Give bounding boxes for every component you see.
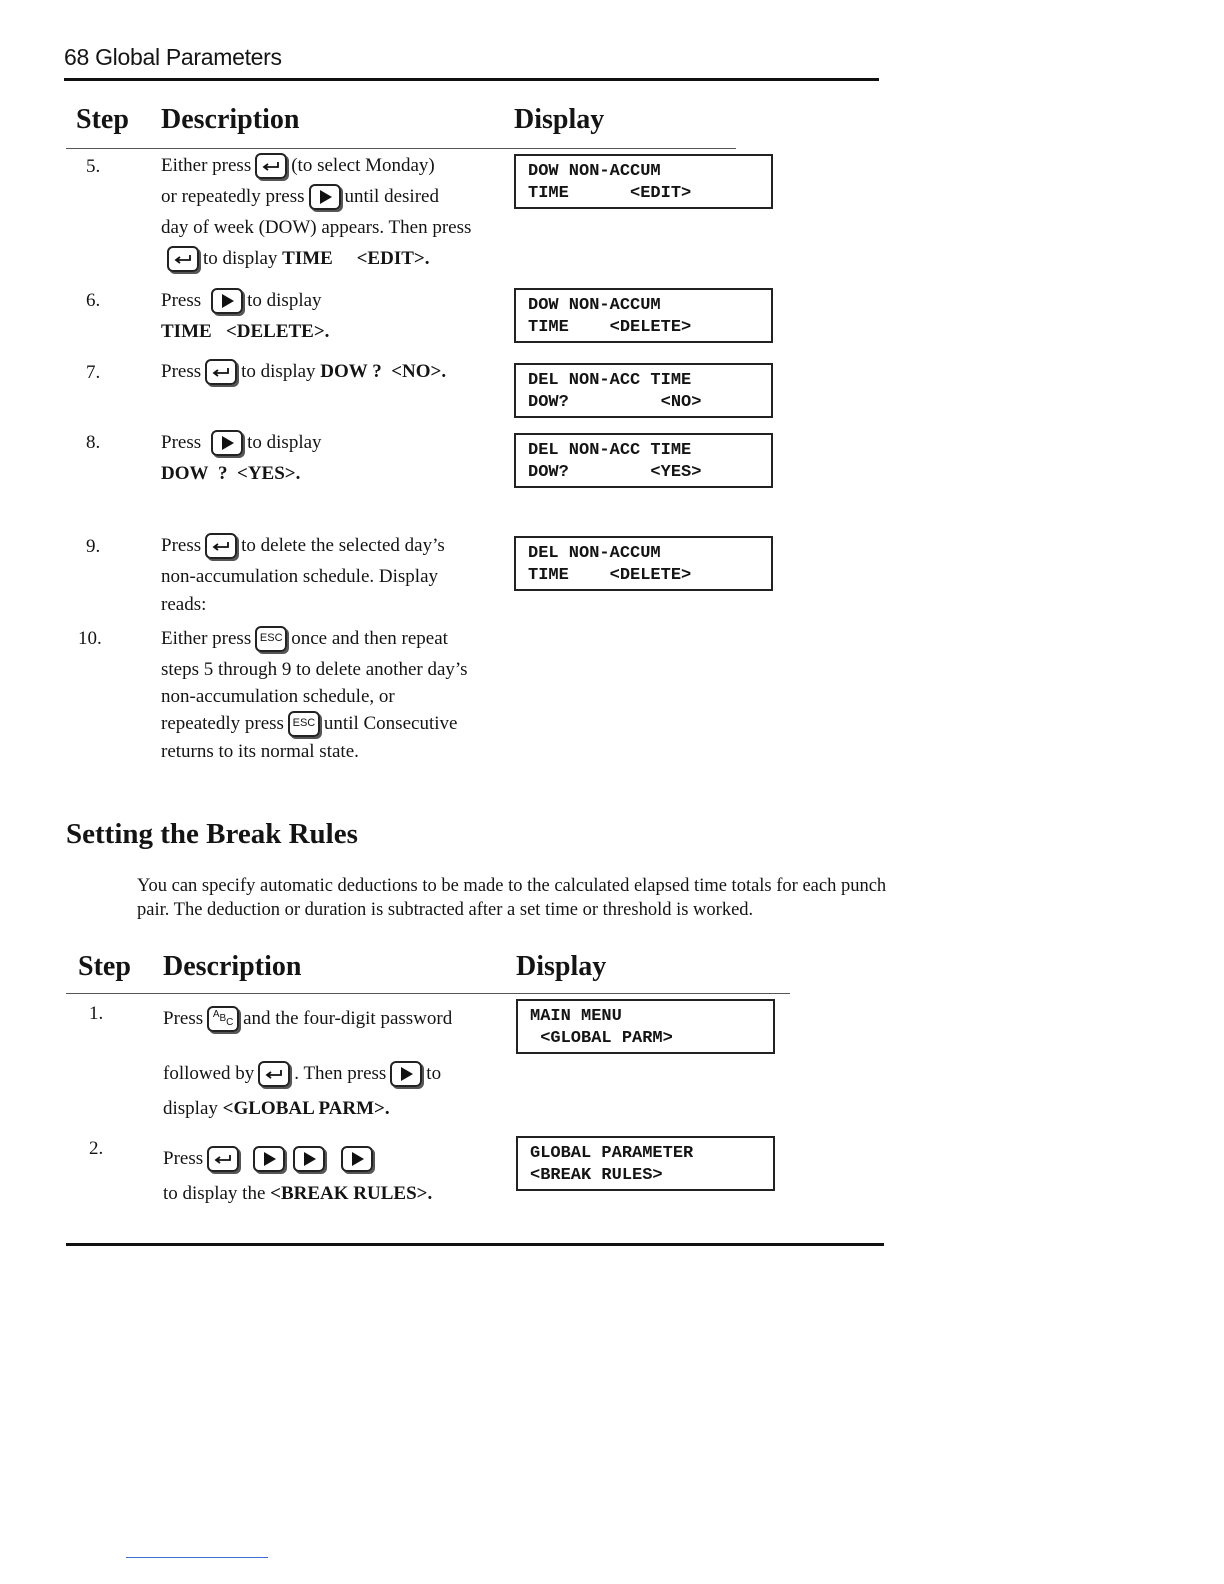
description-text: Press (163, 1148, 204, 1169)
description-text: Press (161, 361, 202, 382)
lcd-line: DOW? <NO> (528, 393, 702, 412)
lcd-line: <GLOBAL PARM> (530, 1029, 673, 1048)
next-arrow-key-icon (211, 288, 243, 314)
description-text: Press (161, 432, 202, 453)
step-description (161, 356, 446, 387)
lcd-display (514, 363, 773, 418)
description-bold: <BREAK RULES>. (270, 1183, 433, 1204)
step-description (161, 285, 329, 347)
description-text: Either press (161, 628, 252, 649)
step-description (161, 530, 445, 616)
description-bold: <GLOBAL PARM>. (222, 1098, 390, 1119)
description-text: Press (161, 535, 202, 556)
abc-key-label: B (219, 1013, 227, 1024)
description-text: to display (203, 248, 278, 269)
header-rule (64, 78, 879, 81)
footer-rule (66, 1243, 884, 1246)
enter-key-icon (167, 246, 199, 272)
step-number: 8. (86, 432, 101, 453)
description-text: (to select Monday) (291, 155, 435, 176)
next-arrow-key-icon (253, 1146, 285, 1172)
lcd-display (514, 288, 773, 343)
step-description (163, 1003, 452, 1124)
description-text: steps 5 through 9 to delete another day’s (161, 658, 468, 680)
table1-description-header: Description (161, 104, 300, 135)
lcd-display (514, 433, 773, 488)
abc-key-label: C (226, 1017, 234, 1028)
lcd-line: DOW NON-ACCUM (528, 162, 661, 181)
description-bold: <NO>. (391, 361, 447, 382)
step-number: 2. (89, 1138, 104, 1159)
lcd-line: DOW NON-ACCUM (528, 296, 661, 315)
lcd-line: DEL NON-ACC TIME (528, 371, 692, 390)
lcd-line: TIME <DELETE> (528, 318, 692, 337)
abc-key-icon (207, 1006, 239, 1032)
description-text: to display (241, 361, 316, 382)
step-description (161, 623, 468, 763)
description-text: Either press (161, 155, 252, 176)
enter-key-icon (258, 1061, 290, 1087)
enter-key-icon (255, 153, 287, 179)
esc-key-icon: ESC (255, 626, 287, 652)
step-number: 5. (86, 156, 101, 177)
step-number: 6. (86, 290, 101, 311)
description-text: once and then repeat (291, 628, 448, 649)
table2-header-rule (66, 993, 790, 994)
footnote-divider (126, 1557, 268, 1558)
description-text: until Consecutive (323, 713, 458, 734)
next-arrow-key-icon (293, 1146, 325, 1172)
description-text: display (163, 1098, 218, 1119)
table2-step-header: Step (78, 951, 131, 982)
section-intro: You can specify automatic deductions to be made to the calculated elapsed time totals for each punch pair. The deduction or duration is subtracted after a set time or threshold is worked. (137, 876, 887, 920)
description-text: returns to its normal state. (161, 740, 359, 762)
description-bold: ? (218, 463, 228, 484)
enter-key-icon (205, 359, 237, 385)
table2-description-header: Description (163, 951, 302, 982)
description-text: to delete the selected day’s (241, 535, 445, 556)
description-text: non-accumulation schedule, or (161, 685, 395, 707)
lcd-display (514, 536, 773, 591)
lcd-line: TIME <DELETE> (528, 566, 692, 585)
description-bold: DOW ? (320, 361, 382, 382)
page-header: 68 Global Parameters (64, 44, 282, 70)
abc-key-label: A (212, 1009, 220, 1020)
description-text: to display (247, 432, 322, 453)
description-text: and the four-digit password (243, 1008, 453, 1029)
next-arrow-key-icon (309, 184, 341, 210)
step-description (161, 427, 322, 489)
description-text: to display (247, 290, 322, 311)
lcd-line: DOW? <YES> (528, 463, 702, 482)
lcd-line: GLOBAL PARAMETER (530, 1144, 694, 1163)
lcd-line: DEL NON-ACCUM (528, 544, 661, 563)
description-bold: DOW (161, 463, 209, 484)
description-text: repeatedly press (161, 713, 284, 734)
description-text: reads: (161, 593, 207, 615)
description-bold: TIME (282, 248, 333, 269)
description-text: non-accumulation schedule. Display (161, 566, 439, 587)
table1-step-header: Step (76, 104, 129, 135)
table1-display-header: Display (514, 104, 605, 135)
lcd-display (514, 154, 773, 209)
next-arrow-key-icon (211, 430, 243, 456)
lcd-line: DEL NON-ACC TIME (528, 441, 692, 460)
step-number: 9. (86, 536, 101, 557)
description-text: or repeatedly press (161, 186, 305, 207)
description-text: to (426, 1063, 442, 1084)
esc-key-icon: ESC (288, 711, 320, 737)
lcd-line: <BREAK RULES> (530, 1166, 663, 1185)
table2-display-header: Display (516, 951, 607, 982)
step-description (163, 1143, 432, 1209)
description-text: followed by (163, 1063, 255, 1084)
lcd-display (516, 1136, 775, 1191)
next-arrow-key-icon (390, 1061, 422, 1087)
description-text: Press (163, 1008, 204, 1029)
description-bold: <YES>. (237, 463, 301, 484)
lcd-display (516, 999, 775, 1054)
table1-header-rule (66, 148, 736, 149)
step-description (161, 150, 471, 274)
enter-key-icon (205, 533, 237, 559)
description-text: . Then press (294, 1063, 387, 1084)
description-text: until desired (344, 186, 439, 207)
lcd-line: MAIN MENU (530, 1007, 622, 1026)
description-bold: TIME (161, 321, 212, 342)
description-text: day of week (DOW) appears. Then press (161, 217, 472, 238)
description-bold: <DELETE>. (225, 321, 330, 342)
description-text: Press (161, 290, 202, 311)
section-title: Setting the Break Rules (66, 818, 358, 850)
description-text: to display the (163, 1183, 266, 1204)
step-number: 10. (78, 628, 102, 649)
next-arrow-key-icon (341, 1146, 373, 1172)
description-bold: <EDIT>. (356, 248, 430, 269)
step-number: 1. (89, 1003, 104, 1024)
lcd-line: TIME <EDIT> (528, 184, 692, 203)
step-number: 7. (86, 362, 101, 383)
enter-key-icon (207, 1146, 239, 1172)
